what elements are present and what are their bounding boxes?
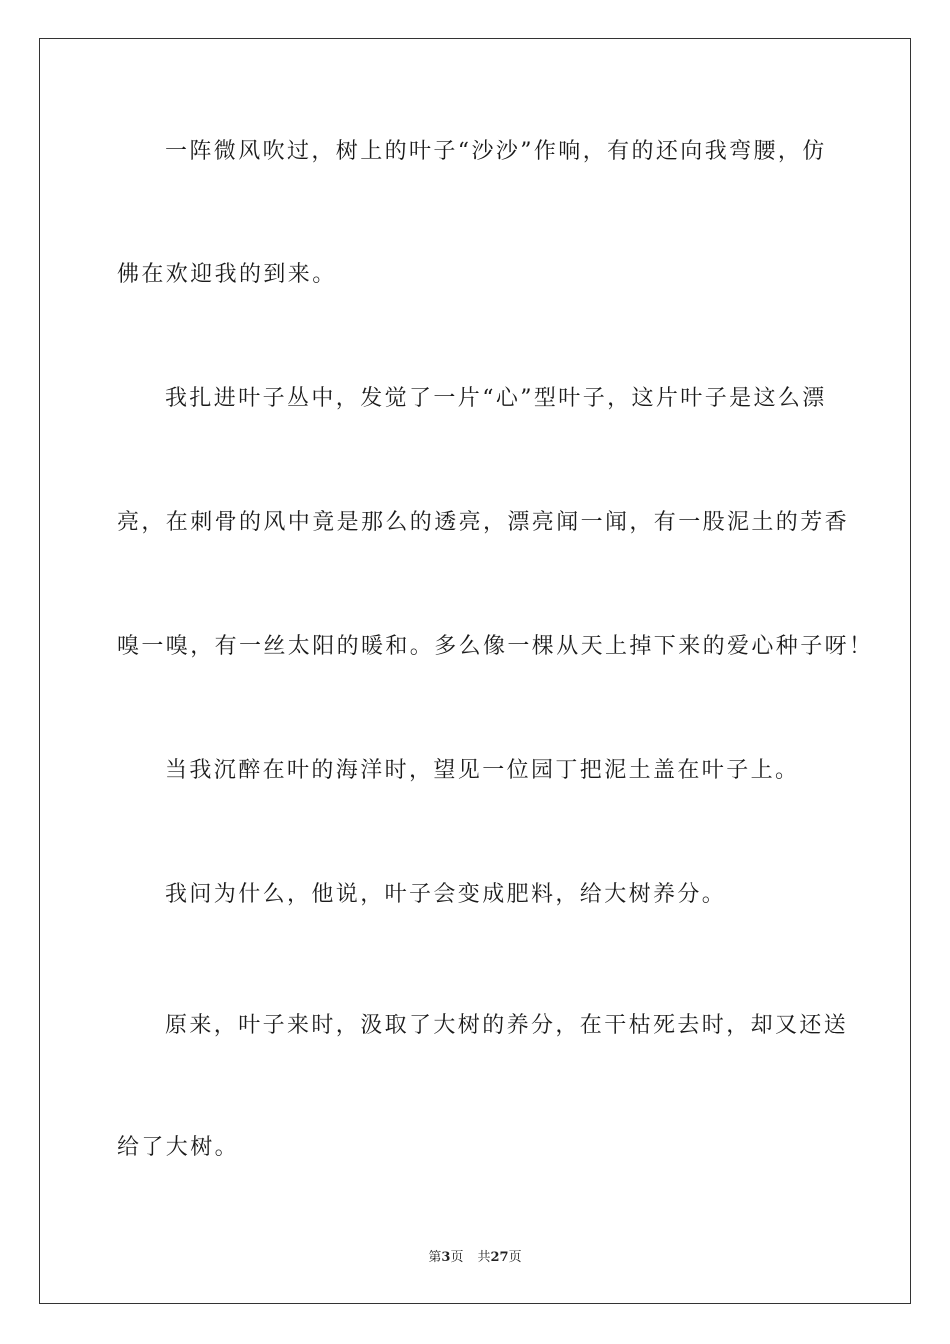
paragraph-4-line-1: 我问为什么，他说，叶子会变成肥料，给大树养分。 (165, 882, 727, 907)
paragraph-5-line-1: 原来，叶子来时，汲取了大树的养分，在干枯死去时，却又还送 (165, 1013, 849, 1038)
footer-page-suffix: 页 (450, 1250, 464, 1265)
page-border (39, 38, 911, 1304)
footer-total-pages: 27 (490, 1250, 509, 1265)
page-footer (0, 1246, 950, 1265)
paragraph-2-line-1: 我扎进叶子丛中，发觉了一片“心”型叶子，这片叶子是这么漂 (165, 386, 827, 411)
paragraph-1-line-2: 佛在欢迎我的到来。 (117, 262, 337, 287)
footer-total-suffix: 页 (508, 1250, 522, 1265)
paragraph-2-line-2: 亮，在刺骨的风中竟是那么的透亮，漂亮闻一闻，有一股泥土的芳香 (117, 510, 850, 535)
footer-page-prefix: 第 (428, 1250, 442, 1265)
paragraph-2-line-3: 嗅一嗅，有一丝太阳的暖和。多么像一棵从天上掉下来的爱心种子呀！ (117, 634, 874, 659)
paragraph-3-line-1: 当我沉醉在叶的海洋时，望见一位园丁把泥土盖在叶子上。 (165, 758, 800, 783)
footer-page-current: 3 (441, 1250, 451, 1265)
paragraph-5-line-2: 给了大树。 (117, 1135, 240, 1160)
paragraph-1-line-1: 一阵微风吹过，树上的叶子“沙沙”作响，有的还向我弯腰，仿 (165, 139, 827, 164)
footer-total-prefix: 共 (477, 1250, 491, 1265)
